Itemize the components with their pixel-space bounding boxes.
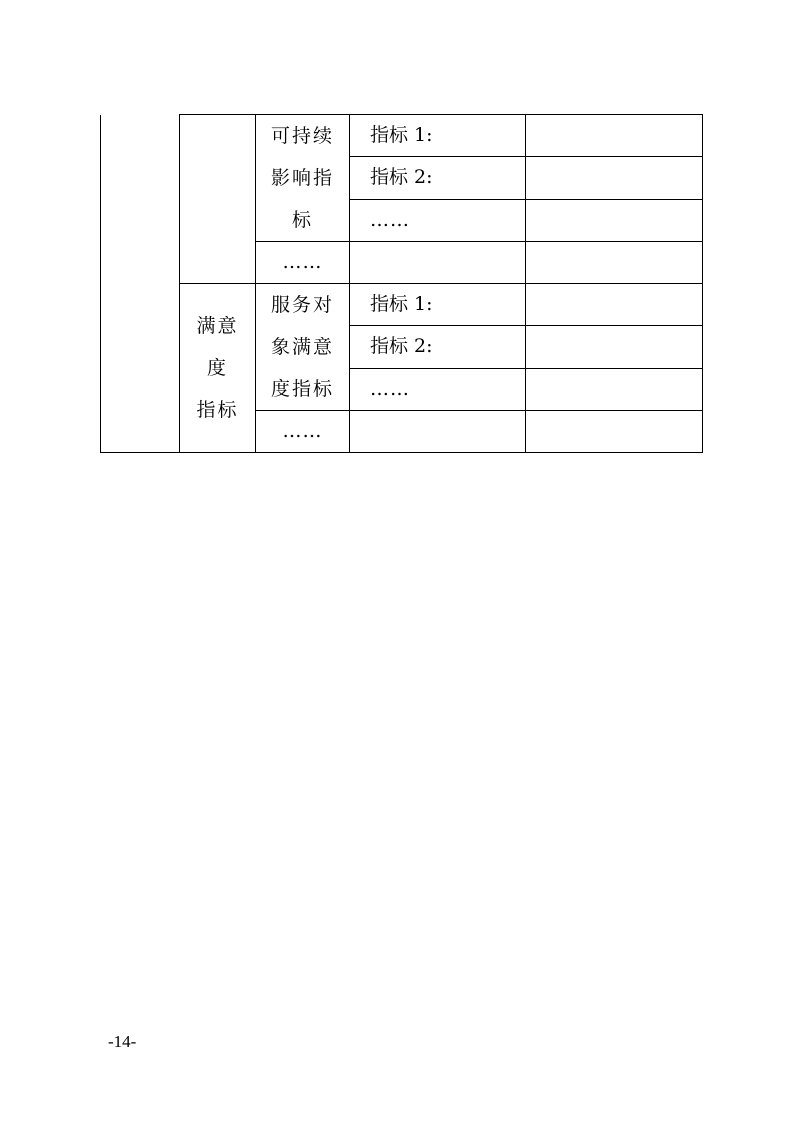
ellipsis-cell: …… <box>256 411 350 453</box>
page-number: -14- <box>108 1032 137 1051</box>
value-cell <box>526 242 703 284</box>
service-satisfaction-label <box>256 284 350 411</box>
value-cell <box>526 411 703 453</box>
value-cell <box>526 199 703 241</box>
indicator-table <box>100 114 703 453</box>
satisfaction-label <box>180 284 256 453</box>
label-line: 度指标 <box>270 378 334 400</box>
value-cell <box>526 157 703 199</box>
ellipsis-cell: …… <box>256 242 350 284</box>
label-line: 象满意 <box>270 336 334 358</box>
value-cell <box>526 115 703 157</box>
label-line: 影响指 <box>270 167 334 189</box>
value-cell <box>526 326 703 368</box>
indicator-cell: 指标 1: <box>350 284 526 326</box>
table-row <box>101 284 703 326</box>
label-line: 标 <box>291 209 313 231</box>
indicator-cell: …… <box>350 199 526 241</box>
sustainable-impact-label <box>256 115 350 242</box>
table-row <box>101 115 703 157</box>
table-cell-level2-empty <box>180 115 256 284</box>
indicator-cell: 指标 1: <box>350 115 526 157</box>
indicator-cell <box>350 242 526 284</box>
indicator-cell: 指标 2: <box>350 157 526 199</box>
indicator-cell: …… <box>350 368 526 410</box>
label-line: 可持续 <box>270 125 334 147</box>
value-cell <box>526 284 703 326</box>
label-line: 服务对 <box>270 294 334 316</box>
value-cell <box>526 368 703 410</box>
label-line: 度 <box>206 357 228 379</box>
label-line: 指标 <box>196 399 239 421</box>
table-cell-level1 <box>101 115 180 453</box>
label-line: 满意 <box>196 315 239 337</box>
indicator-cell <box>350 411 526 453</box>
indicator-cell: 指标 2: <box>350 326 526 368</box>
